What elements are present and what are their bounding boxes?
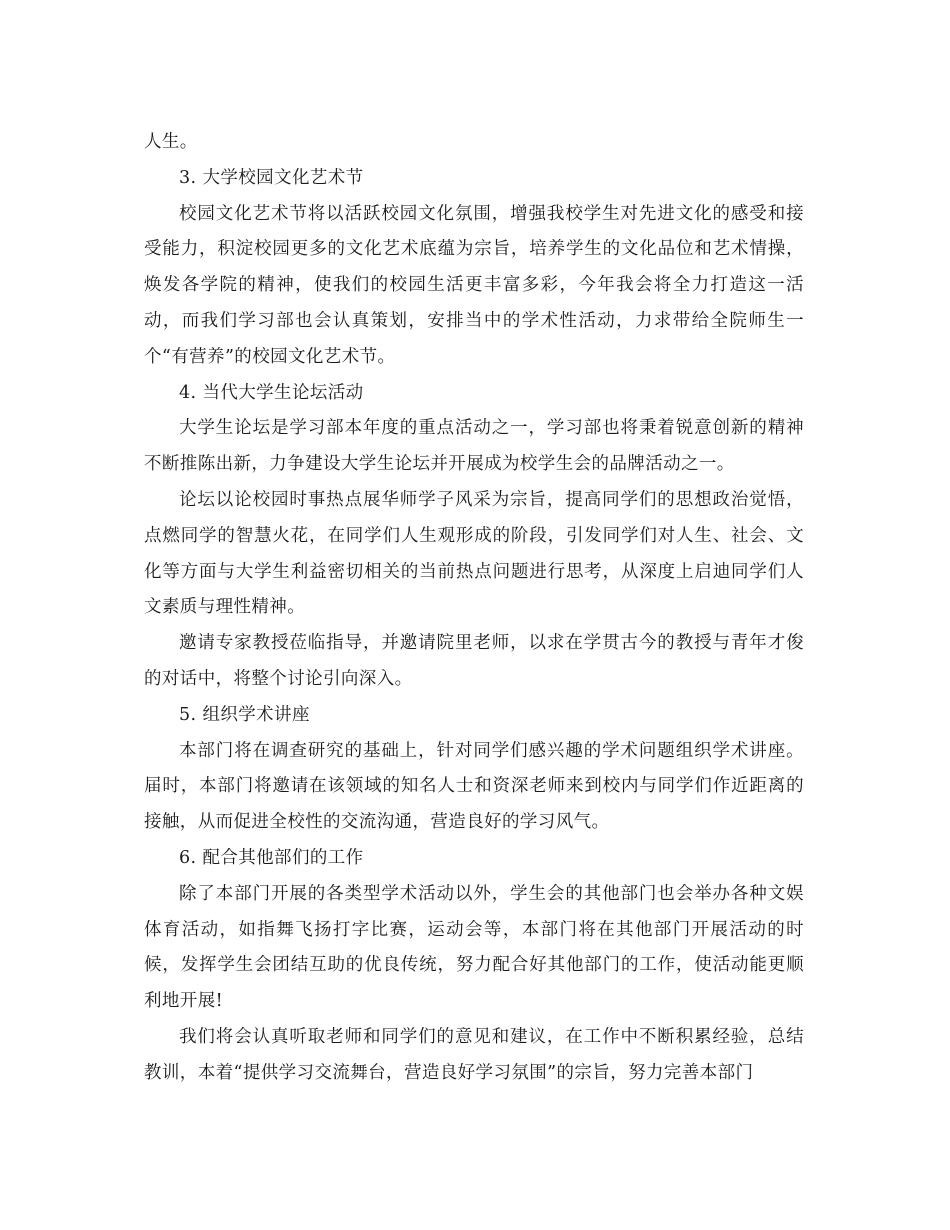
section-heading-6: 6. 配合其他部们的工作 xyxy=(179,847,364,868)
section-heading-5: 5. 组织学术讲座 xyxy=(179,704,310,725)
paragraph-forum-intro: 大学生论坛是学习部本年度的重点活动之一，学习部也将秉着锐意创新的精神不断推陈出新，力争建设大学生论坛并开展成为校学生会的品牌活动之一。 xyxy=(144,418,804,475)
section-heading-4: 4. 当代大学生论坛活动 xyxy=(179,382,364,403)
paragraph-lectures: 本部门将在调查研究的基础上，针对同学们感兴趣的学术问题组织学术讲座。届时，本部门将邀请在该领域的知名人士和资深老师来到校内与同学们作近距离的接触，从而促进全校性的交流沟通，营造良好的学习风气。 xyxy=(144,740,804,833)
paragraph-art-festival: 校园文化艺术节将以活跃校园文化氛围，增强我校学生对先进文化的感受和接受能力，积淀校园更多的文化艺术底蕴为宗旨，培养学生的文化品位和艺术情操，焕发各学院的精神，使我们的校园生活更丰富多彩，今年我会将全力打造这一活动，而我们学习部也会认真策划，安排当中的学术性活动，力求带给全院师生一个“有营养”的校园文化艺术节。 xyxy=(144,203,804,367)
paragraph-continuation: 人生。 xyxy=(144,132,198,152)
paragraph-forum-purpose: 论坛以论校园时事热点展华师学子风采为宗旨，提高同学们的思想政治觉悟，点燃同学的智慧火花，在同学们人生观形成的阶段，引发同学们对人生、社会、文化等方面与大学生利益密切相关的当前热点问题进行思考，从深度上启迪同学们人文素质与理性精神。 xyxy=(144,489,804,618)
paragraph-cooperation: 除了本部门开展的各类型学术活动以外，学生会的其他部门也会举办各种文娱体育活动，如指舞飞扬打字比赛，运动会等，本部门将在其他部门开展活动的时候，发挥学生会团结互助的优良传统，努力配合好其他部门的工作，使活动能更顺利地开展! xyxy=(144,883,804,1012)
section-heading-3: 3. 大学校园文化艺术节 xyxy=(179,167,364,188)
paragraph-forum-experts: 邀请专家教授莅临指导，并邀请院里老师，以求在学贯古今的教授与青年才俊的对话中，将整个讨论引向深入。 xyxy=(144,633,804,689)
document-body xyxy=(144,125,804,1092)
paragraph-closing: 我们将会认真听取老师和同学们的意见和建议，在工作中不断积累经验，总结教训，本着“提供学习交流舞台，营造良好学习氛围”的宗旨，努力完善本部门 xyxy=(144,1026,804,1083)
